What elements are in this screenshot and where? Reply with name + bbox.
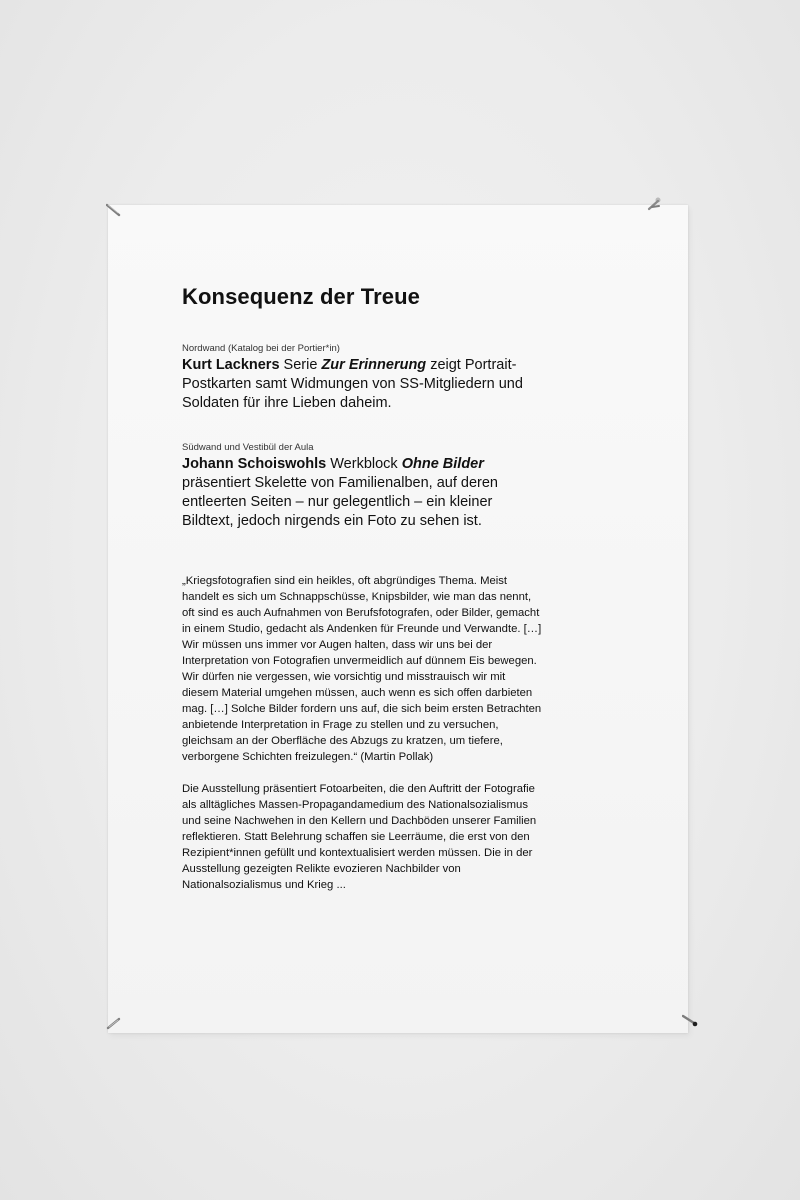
work-type: Serie xyxy=(283,357,318,373)
bottom-left-pin-icon xyxy=(106,1015,122,1031)
work-description: zeigt Portrait-Postkarten samt Widmungen von SS-Mitgliedern und Soldaten für ihre Lieben daheim. xyxy=(182,357,523,411)
top-right-pin-icon xyxy=(646,197,662,213)
top-left-pin-icon xyxy=(106,203,122,219)
section-location-label: Nordwand (Katalog bei der Portier*in) xyxy=(182,343,340,354)
section-description xyxy=(182,455,542,531)
exhibition-paragraph: Die Ausstellung präsentiert Fotoarbeiten, die den Auftritt der Fotografie als alltägliches Massen-Propagandamedium des Nationalsozialismus und seine Nachwehen in den Kellern und Dachböden unserer Familien reflektieren. Statt Belehrung schaffen sie Leerräume, die erst von den Rezipient*innen gefüllt und kontextualisiert werden müssen. Die in der Ausstellung gezeigten Relikte evozieren Nachbilder von Nationalsozialismus und Krieg ... xyxy=(182,783,537,891)
section-nordwand xyxy=(182,343,542,413)
bottom-right-pin-icon xyxy=(682,1013,698,1029)
exhibition-poster xyxy=(108,205,688,1033)
section-description xyxy=(182,356,542,413)
poster-title: Konsequenz der Treue xyxy=(182,284,420,309)
section-location-label: Südwand und Vestibül der Aula xyxy=(182,442,314,453)
work-title: Ohne Bilder xyxy=(401,456,484,472)
pollak-quote: „Kriegsfotografien sind ein heikles, oft abgründiges Thema. Meist handelt es sich um Schnappschüsse, Knipsbilder, wie man das nennt, oft sind es auch Aufnahmen von Berufsfotografen, oder Bilder, gemacht in einem Studio, gedacht als Andenken für Freunde und Verwandte. […] Wir müssen uns immer vor Augen halten, dass wir uns bei der Interpretation von Fotografien unvermeidlich auf dünnem Eis bewegen. Wir dürfen nie vergessen, wie vorsichtig und misstrauisch wir mit diesem Material umgehen müssen, auch wenn es sich offen darbieten mag. […] Solche Bilder fordern uns auf, die sich beim ersten Betrachten anbietende Interpretation in Frage zu stellen und zu versuchen, gleichsam an der Oberfläche des Abzugs zu kratzen, um tiefere, verborgene Schichten freizulegen.“ (Martin Pollak) xyxy=(182,575,542,763)
work-description: präsentiert Skelette von Familienalben, auf deren entleerten Seiten – nur gelegentlich – ein kleiner Bildtext, jedoch nirgends ein Foto zu sehen ist. xyxy=(182,475,498,529)
section-suedwand xyxy=(182,442,542,531)
poster-content xyxy=(182,283,542,904)
work-type: Werkblock xyxy=(330,456,398,472)
work-title: Zur Erinnerung xyxy=(321,357,427,373)
artist-name: Kurt Lackners xyxy=(182,357,280,373)
artist-name: Johann Schoiswohls xyxy=(182,456,327,472)
